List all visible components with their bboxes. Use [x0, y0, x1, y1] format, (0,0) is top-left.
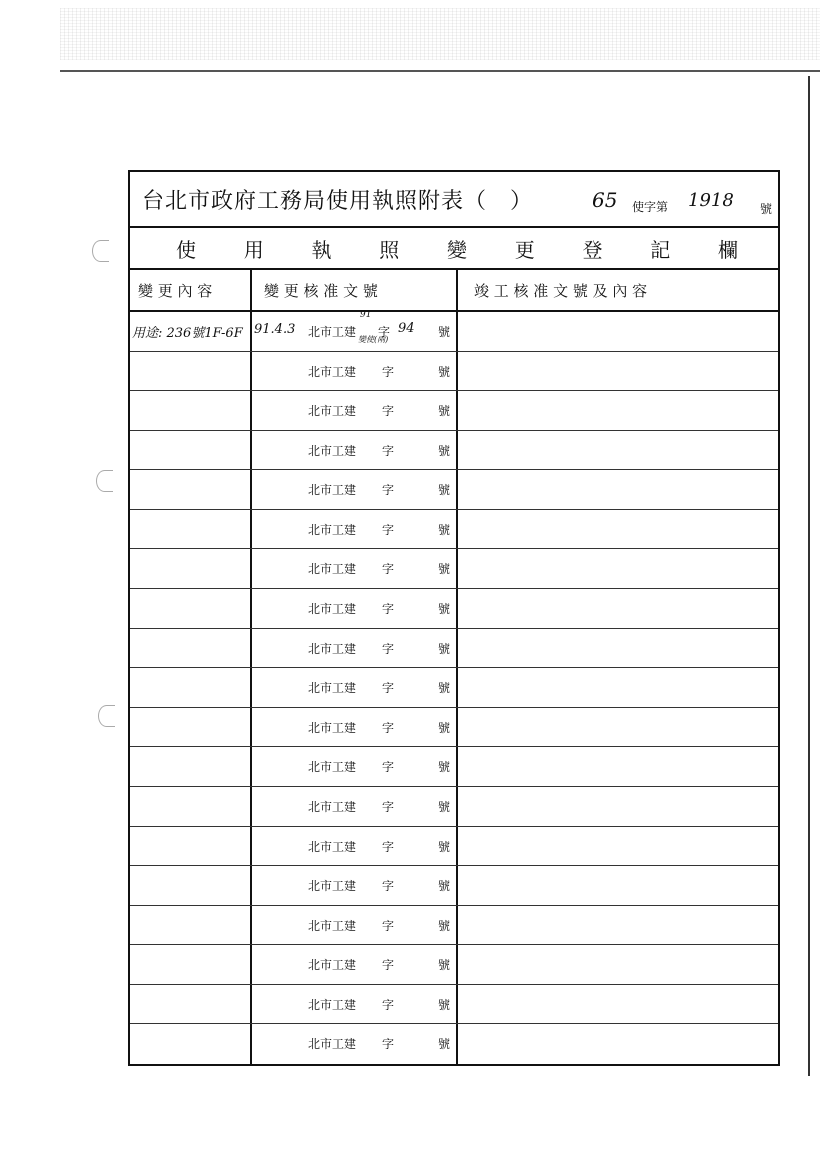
doc-zi: 字	[382, 404, 395, 419]
doc-prefix: 北市工建	[308, 641, 357, 656]
approval-date: 91.4.3	[254, 322, 296, 337]
col-completion-doc: 竣 工 核 准 文 號 及 內 容	[474, 281, 648, 300]
doc-prefix: 北市工建	[308, 1037, 357, 1052]
scan-noise	[60, 8, 820, 60]
doc-prefix: 北市工建	[308, 799, 357, 814]
doc-zi: 字	[382, 1037, 395, 1052]
table-row	[130, 629, 778, 669]
page-right-edge	[808, 76, 810, 1076]
punch-hole	[92, 240, 109, 262]
doc-zi: 字	[382, 522, 395, 537]
doc-zi: 字	[382, 839, 395, 854]
change-content-text: 用途: 236號1F-6F	[132, 326, 243, 341]
doc-hao: 號	[438, 839, 451, 854]
col-approval-doc: 變 更 核 准 文 號	[264, 281, 378, 300]
section-title-row	[130, 228, 778, 270]
doc-zi: 字	[382, 720, 395, 735]
doc-hao: 號	[438, 443, 451, 458]
table-row	[130, 549, 778, 589]
doc-zi: 字	[382, 641, 395, 656]
section-title-char: 記	[650, 237, 671, 262]
permit-attachment-form	[128, 170, 780, 1066]
section-title-char: 變	[447, 237, 467, 262]
section-title-char: 使	[176, 237, 196, 262]
doc-hao: 號	[438, 404, 451, 419]
doc-hao: 號	[438, 760, 451, 775]
doc-hao: 號	[438, 879, 451, 894]
doc-prefix: 北市工建	[308, 997, 357, 1012]
doc-hao: 號	[438, 483, 451, 498]
doc-zi: 字	[382, 799, 395, 814]
table-row	[130, 985, 778, 1025]
doc-number: 94	[398, 321, 415, 336]
doc-hao: 號	[438, 562, 451, 577]
table-row	[130, 510, 778, 550]
table-row	[130, 787, 778, 827]
doc-hao: 號	[438, 325, 451, 339]
table-row	[130, 747, 778, 787]
col-change-content: 變 更 內 容	[138, 281, 213, 300]
permit-suffix: 號	[760, 202, 773, 216]
doc-superscript: 91	[360, 310, 372, 320]
table-row	[130, 866, 778, 906]
doc-subscript: 變使(兩)	[358, 335, 389, 344]
doc-prefix: 北市工建	[308, 958, 357, 973]
column-header-row	[130, 270, 778, 312]
doc-zi: 字	[378, 325, 391, 339]
table-row	[130, 589, 778, 629]
doc-prefix: 北市工建	[308, 720, 357, 735]
doc-prefix: 北市工建	[308, 404, 357, 419]
doc-hao: 號	[438, 997, 451, 1012]
table-row	[130, 312, 778, 352]
punch-hole	[98, 705, 115, 727]
doc-hao: 號	[438, 364, 451, 379]
doc-zi: 字	[382, 562, 395, 577]
doc-zi: 字	[382, 681, 395, 696]
table-row	[130, 906, 778, 946]
doc-prefix: 北市工建	[308, 562, 357, 577]
doc-zi: 字	[382, 364, 395, 379]
section-title-char: 用	[243, 237, 264, 262]
permit-number: 1918	[688, 190, 734, 211]
permit-label: 使字第	[632, 200, 669, 214]
section-title-char: 更	[514, 237, 535, 262]
doc-zi: 字	[382, 602, 395, 617]
doc-zi: 字	[382, 958, 395, 973]
doc-zi: 字	[382, 918, 395, 933]
doc-prefix: 北市工建	[308, 602, 357, 617]
doc-prefix: 北市工建	[308, 522, 357, 537]
section-title-char: 欄	[718, 237, 738, 262]
doc-prefix: 北市工建	[308, 918, 357, 933]
table-row	[130, 668, 778, 708]
table-row	[130, 352, 778, 392]
doc-prefix: 北市工建	[308, 879, 357, 894]
table-row	[130, 1024, 778, 1064]
doc-hao: 號	[438, 1037, 451, 1052]
doc-hao: 號	[438, 958, 451, 973]
doc-zi: 字	[382, 483, 395, 498]
table-row	[130, 945, 778, 985]
doc-prefix: 北市工建	[308, 760, 357, 775]
doc-prefix: 北市工建	[308, 681, 357, 696]
doc-zi: 字	[382, 879, 395, 894]
punch-hole	[96, 470, 113, 492]
doc-hao: 號	[438, 681, 451, 696]
row-container	[130, 312, 778, 1064]
section-title-char: 照	[379, 237, 400, 262]
doc-zi: 字	[382, 443, 395, 458]
doc-hao: 號	[438, 720, 451, 735]
table-row	[130, 470, 778, 510]
form-title: 台北市政府工務局使用執照附表（ ）	[142, 189, 534, 214]
doc-prefix: 北市工建	[308, 325, 357, 339]
section-title-char: 登	[582, 237, 603, 262]
doc-prefix: 北市工建	[308, 839, 357, 854]
doc-hao: 號	[438, 602, 451, 617]
table-row	[130, 391, 778, 431]
table-row	[130, 431, 778, 471]
form-title-row	[130, 172, 778, 228]
table-row	[130, 708, 778, 748]
handwritten-number: 65	[592, 188, 618, 212]
doc-hao: 號	[438, 641, 451, 656]
doc-hao: 號	[438, 522, 451, 537]
doc-zi: 字	[382, 760, 395, 775]
doc-zi: 字	[382, 997, 395, 1012]
doc-hao: 號	[438, 799, 451, 814]
section-title-char: 執	[311, 237, 332, 262]
doc-hao: 號	[438, 918, 451, 933]
doc-prefix: 北市工建	[308, 443, 357, 458]
doc-prefix: 北市工建	[308, 483, 357, 498]
table-row	[130, 827, 778, 867]
doc-prefix: 北市工建	[308, 364, 357, 379]
page-top-edge	[60, 70, 820, 72]
